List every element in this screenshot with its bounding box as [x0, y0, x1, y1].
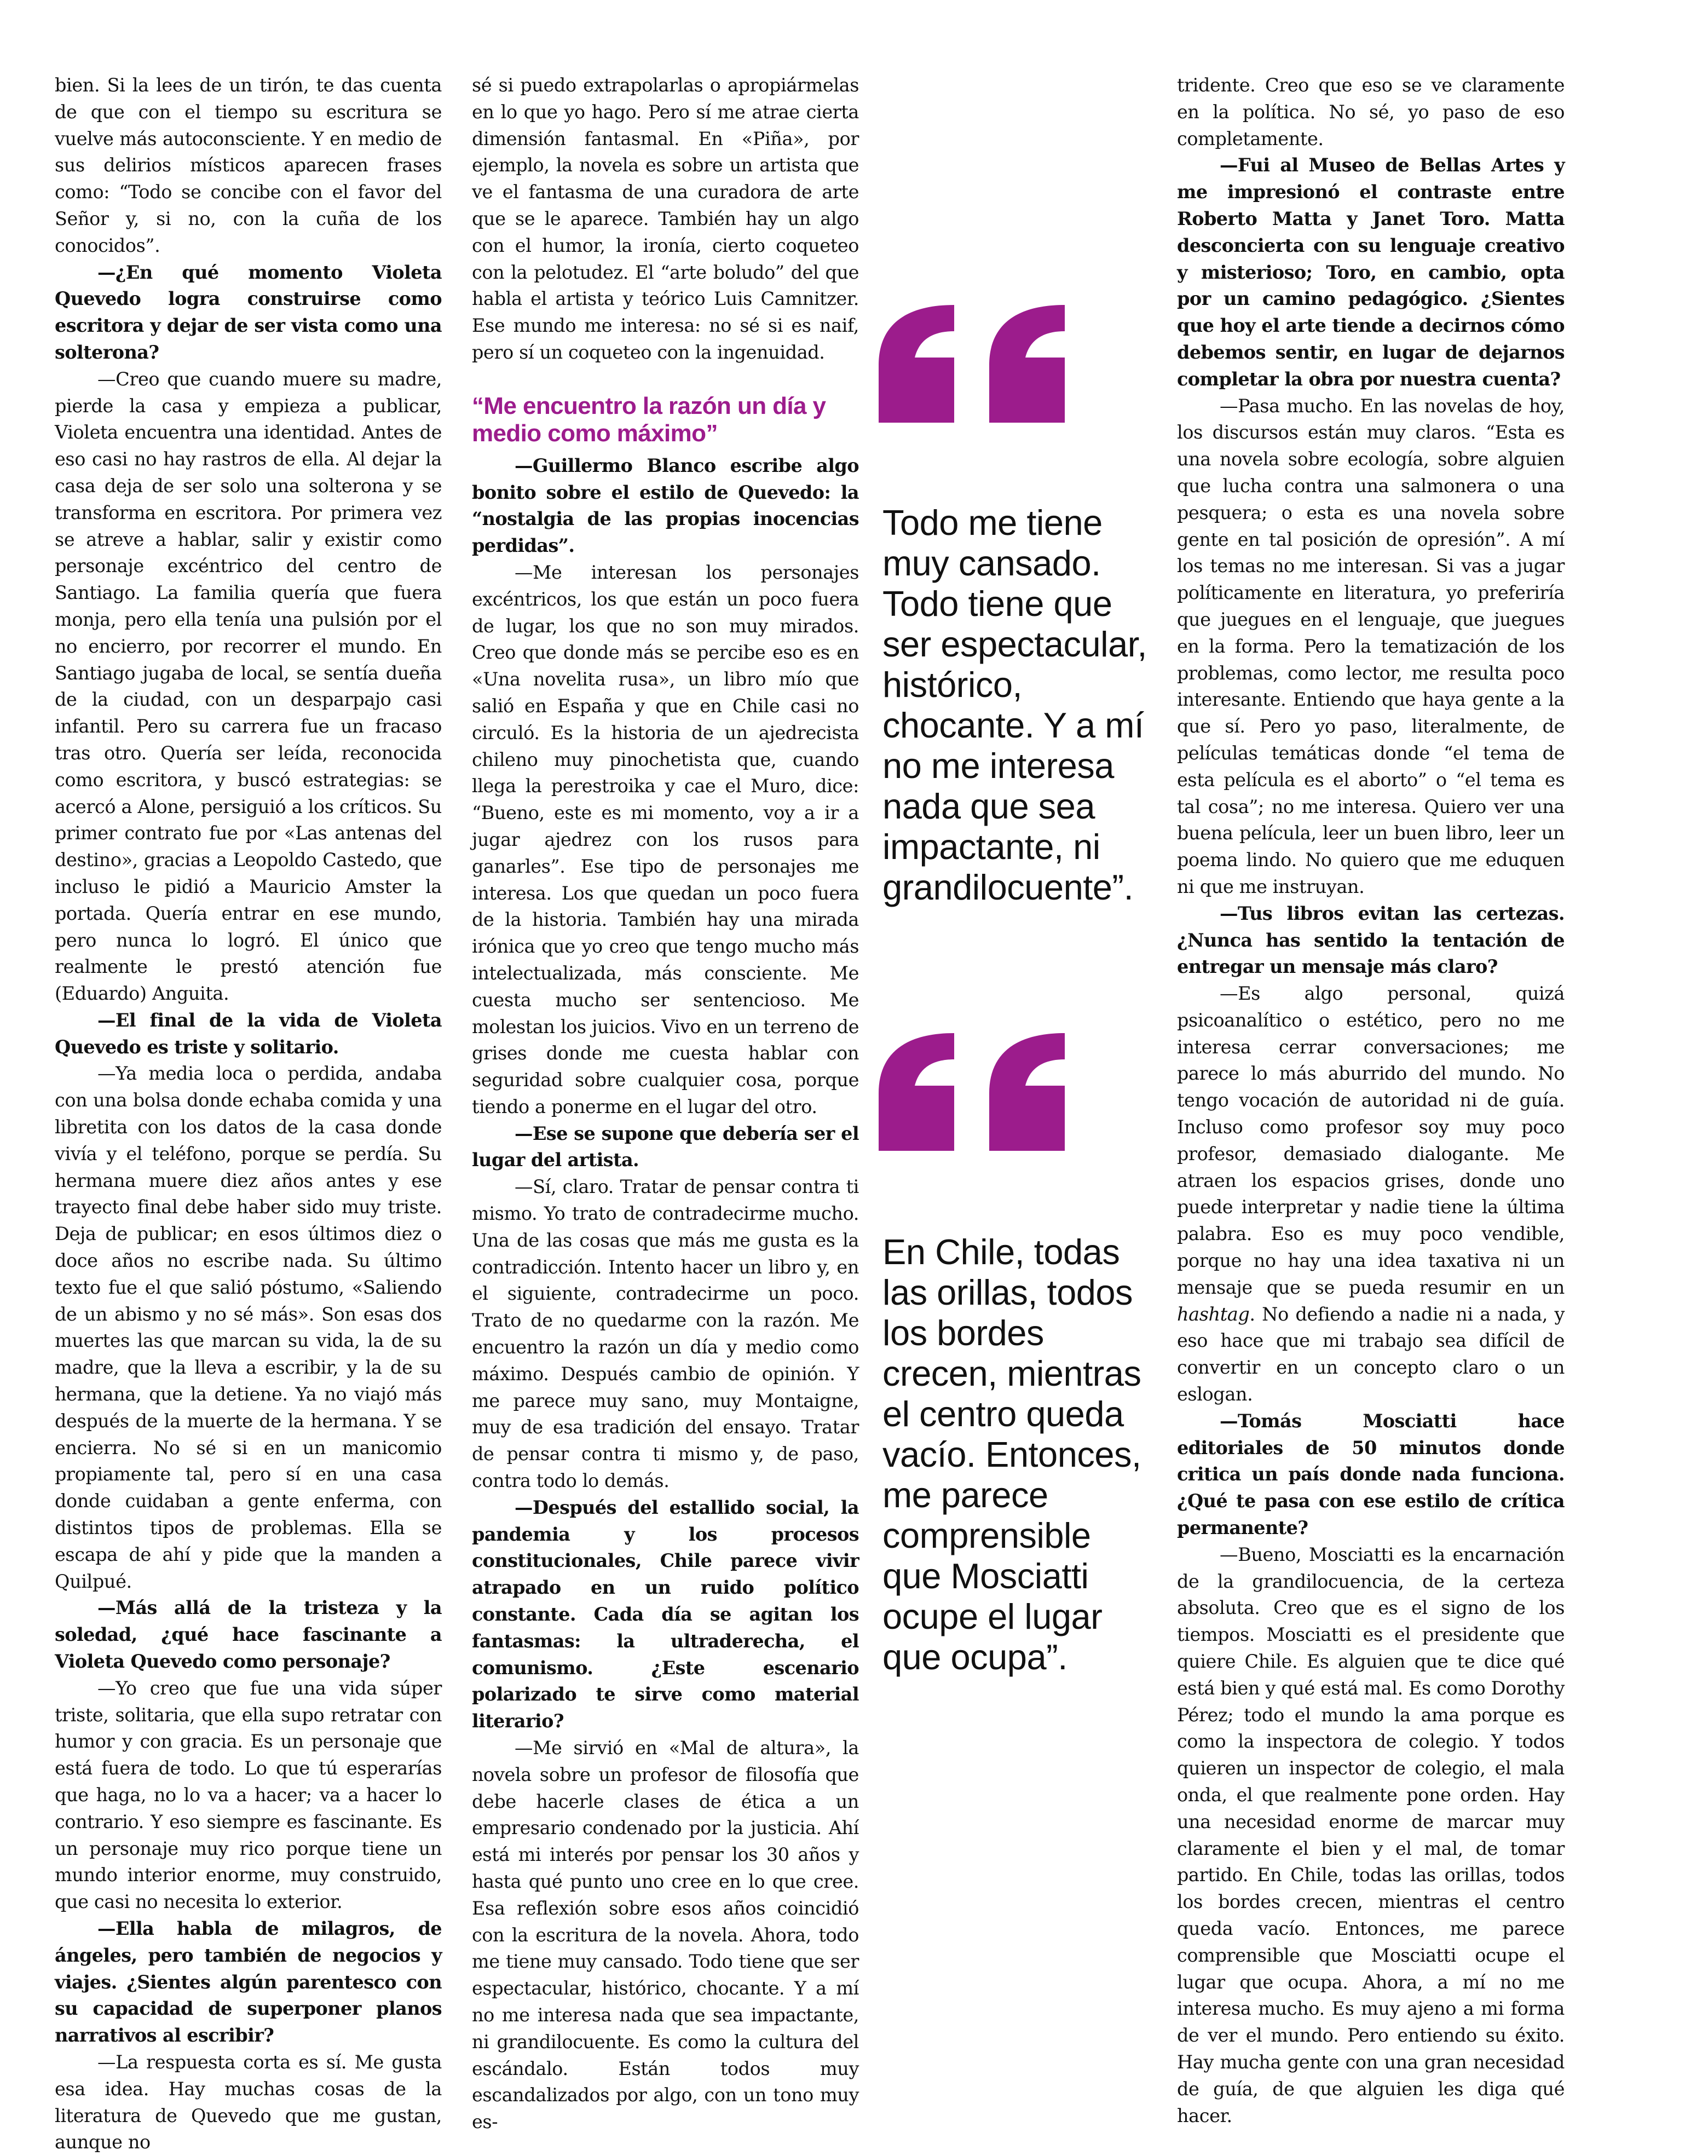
quote-mark-icon — [879, 305, 1065, 423]
interview-answer: —Me interesan los personajes excéntricos, los que están un poco fuera de lugar, los que no son muy mirados. Creo que donde más se percibe eso es en «Una novelita rusa», un libro mío que salió en España y que en Chile casi no circuló. Es la historia de un ajedrecista chileno muy pinochetista que, cuando llega la perestroika y cae el Muro, dice: “Bueno, este es mi momento, voy a ir a jugar ajedrez con los rusos para ganarles”. Ese tipo de personajes me interesa. Los que quedan un poco fuera de la historia. También hay una mirada irónica que yo creo que tengo mucho más intelectualizada, más consciente. Me cuesta mucho ser sentencioso. Me molestan los juicios. Vivo en un terreno de grises donde me cuesta hablar con seguridad sobre cualquier cosa, porque tiendo a ponerme en el lugar del otro. — [472, 561, 859, 1117]
article-column-2 — [472, 72, 859, 2136]
article-column-3 — [1177, 72, 1565, 2129]
section-subheading: “Me encuentro la razón un día y medio como máximo” — [472, 392, 826, 447]
interview-question: —Guillermo Blanco escribe algo bonito sobre el estilo de Quevedo: la “nostalgia de las propias inocencias perdidas”. — [472, 454, 859, 557]
interview-answer: —Bueno, Mosciatti es la encarnación de la grandilocuencia, de la certeza absoluta. Creo que es el signo de los tiempos. Mosciatti es el presidente que quiere Chile. Es alguien que te dice qué está bien y qué está mal. Es como Dorothy Pérez; todo el mundo la ama porque es como la inspectora de colegio. Y todos quieren un inspector de colegio, el mala onda, el que realmente pone orden. Hay una necesidad enorme de marcar muy claramente el bien y el mal, de tomar partido. En Chile, todas las orillas, todos los bordes crecen, mientras el centro queda vacío. Entonces, me parece comprensible que Mosciatti ocupe el lugar que ocupa. Ahora, a mí no me interesa mucho. Es muy ajeno a mi forma de ver el mundo. Pero entiendo su éxito. Hay mucha gente con una gran necesidad de guía, de que alguien les diga qué hacer. — [1177, 1543, 1565, 2126]
interview-question: —Fui al Museo de Bellas Artes y me impresionó el contraste entre Roberto Matta y Janet Toro. Matta desconcierta con su lenguaje creativo y misterioso; Toro, en cambio, opta por un camino pedagógico. ¿Sientes que hoy el arte tiende a decirnos cómo debemos sentir, en lugar de dejarnos completar la obra por nuestra cuenta? — [1177, 154, 1565, 390]
answer-text: —Es algo personal, quizá psicoanalítico o estético, pero no me interesa cerrar conversaciones; me parece lo más aburrido del mundo. No tengo vocación de autoridad ni de guía. Incluso como profesor soy muy poco profesor, demasiado dialogante. Me atraen los espacios grises, donde uno puede interpretar y nadie tiene la última palabra. Eso es muy poco vendible, porque no hay una idea taxativa ni un mensaje que se pueda resumir en un — [1177, 983, 1565, 1298]
interview-question: —¿En qué momento Violeta Quevedo logra construirse como escritora y dejar de ser vista como una solterona? — [55, 261, 442, 363]
answer-italic-word: hashtag — [1177, 1303, 1250, 1325]
paragraph: sé si puedo extrapolarlas o apropiármelas en lo que yo hago. Pero sí me atrae cierta dimensión fantasmal. En «Piña», por ejemplo, la novela es sobre un artista que ve el fantasma de una curadora de arte que se le aparece. También hay un algo con el humor, la ironía, cierto coqueteo con la pelotudez. El “arte boludo” del que habla el artista y teórico Luis Camnitzer. Ese mundo me interesa: no sé si es naif, pero sí un coqueteo con la ingenuidad. — [472, 74, 859, 363]
interview-answer: —Me sirvió en «Mal de altura», la novela sobre un profesor de filosofía que debe hacerle clases de ética a un empresario condenado por la justicia. Ahí está mi interés por pensar los 30 años y hasta qué punto uno cree en lo que cree. Esa reflexión sobre esos años coincidió con la escritura de la novela. Ahora, todo me tiene muy cansado. Todo tiene que ser espectacular, histórico, chocante. Y a mí no me interesa nada que sea impactante, ni grandilocuente. Es como la cultura del escándalo. Están todos muy escandalizados por algo, con un tono muy es- — [472, 1737, 859, 2133]
interview-question: —El final de la vida de Violeta Quevedo es triste y solitario. — [55, 1009, 442, 1058]
article-column-1 — [55, 72, 442, 2156]
paragraph: bien. Si la lees de un tirón, te das cuenta de que con el tiempo su escritura se vuelve más autoconsciente. Y en medio de sus delirios místicos aparecen frases como: “Todo se concibe con el favor del Señor y, si no, con la cuña de los conocidos”. — [55, 74, 442, 256]
interview-question: —Más allá de la tristeza y la soledad, ¿qué hace fascinante a Violeta Quevedo como personaje? — [55, 1597, 442, 1673]
interview-answer — [1177, 981, 1565, 1408]
quote-mark-icon — [879, 1033, 1065, 1151]
interview-question: —Después del estallido social, la pandemia y los procesos constitucionales, Chile parece vivir atrapado en un ruido político constante. Cada día se agitan los fantasmas: la ultraderecha, el comunismo. ¿Este escenario polarizado te sirve como material literario? — [472, 1496, 859, 1732]
interview-answer: —Sí, claro. Tratar de pensar contra ti mismo. Yo trato de contradecirme mucho. Una de las cosas que más me gusta es la contradicción. Intento hacer un libro y, en el siguiente, contradecirme un poco. Trato de no quedarme con la razón. Me encuentro la razón un día y medio como máximo. Después cambio de opinión. Y me parece muy sano, muy Montaigne, muy de esa tradición del ensayo. Tratar de pensar contra ti mismo y, de paso, contra todo lo demás. — [472, 1176, 859, 1492]
paragraph: tridente. Creo que eso se ve claramente en la política. No sé, yo paso de eso completamente. — [1177, 74, 1565, 149]
interview-answer: —Creo que cuando muere su madre, pierde la casa y empieza a publicar, Violeta encuentra una identidad. Antes de eso casi no hay rastros de ella. Al dejar la casa deja de ser solo una solterona y se transforma en escritora. Por primera vez se atreve a hablar, salir y existir como personaje excéntrico del centro de Santiago. La familia quería que fuera monja, pero ella tenía una pulsión por el no encierro, por recorrer el mundo. En Santiago jugaba de local, se sentía dueña de la ciudad, con un desparpajo casi infantil. Pero su carrera fue un fracaso tras otro. Quería ser leída, reconocida como escritora, y buscó estrategias: se acercó a Alone, persiguió a los críticos. Su primer contrato fue por «Las antenas del destino», gracias a Leopoldo Castedo, que incluso le pidió a Mauricio Amster la portada. Quería entrar en ese mundo, pero nunca lo logró. El único que realmente le prestó atención fue (Eduardo) Anguita. — [55, 368, 442, 1005]
interview-answer: —Ya media loca o perdida, andaba con una bolsa donde echaba comida y una libretita con los datos de la casa donde vivía y el teléfono, porque se perdía. Su hermana muere diez años antes y ese trayecto final debe haber sido muy triste. Deja de publicar; en esos últimos diez o doce años no escribe nada. Su último texto fue el que salió póstumo, «Saliendo de un abismo y no sé más». Son esas dos muertes las que marcan su vida, la de su madre, que la lleva a escribir, y la de su hermana, que la detiene. Ya no viajó más después de la muerte de la hermana. Y se encierra. No sé si en un manicomio propiamente tal, pero sí en una casa donde cuidaban a gente enferma, con distintos tipos de problemas. Ella se escapa de ahí y pide que la manden a Quilpué. — [55, 1063, 442, 1592]
pull-quote: En Chile, todas las orillas, todos los bordes crecen, mientras el centro queda vacío. Entonces, me parece comprensible que Mosciatti ocupe el lugar que ocupa”. — [882, 1232, 1141, 1677]
interview-question: —Ese se supone que debería ser el lugar del artista. — [472, 1122, 859, 1171]
interview-question: —Ella habla de milagros, de ángeles, pero también de negocios y viajes. ¿Sientes algún parentesco con su capacidad de superponer planos narrativos al escribir? — [55, 1917, 442, 2047]
interview-question: —Tomás Mosciatti hace editoriales de 50 minutos donde critica un país donde nada funciona. ¿Qué te pasa con ese estilo de crítica permanente? — [1177, 1410, 1565, 1539]
pull-quote: Todo me tiene muy cansado. Todo tiene que ser espectacular, histórico, chocante. Y a mí no me interesa nada que sea impactante, ni grandilocuente”. — [882, 503, 1147, 907]
answer-text: . No defiendo a nadie ni a nada, y eso hace que mi trabajo sea difícil de convertir en un concepto claro o un eslogan. — [1177, 1303, 1565, 1405]
interview-question: —Tus libros evitan las certezas. ¿Nunca has sentido la tentación de entregar un mensaje más claro? — [1177, 902, 1565, 978]
interview-answer: —Yo creo que fue una vida súper triste, solitaria, que ella supo retratar con humor y con gracia. Es un personaje que está fuera de todo. Lo que tú esperarías que haga, no lo va a hacer; va a hacer lo contrario. Y eso siempre es fascinante. Es un personaje muy rico porque tiene un mundo interior enorme, muy construido, que casi no necesita lo exterior. — [55, 1677, 442, 1913]
interview-answer: —La respuesta corta es sí. Me gusta esa idea. Hay muchas cosas de la literatura de Quevedo que me gustan, aunque no — [55, 2051, 442, 2153]
interview-answer: —Pasa mucho. En las novelas de hoy, los discursos están muy claros. “Esta es una novela sobre ecología, sobre alguien que lucha contra una salmonera o una pesquera; o esta es una novela sobre gente en tal posición de opresión”. A mí los temas no me interesan. Si vas a jugar políticamente en literatura, yo preferiría que juegues en el lenguaje, que juegues en la forma. Pero la tematización de los problemas, como lector, me resulta poco interesante. Entiendo que haya gente a la que sí. Pero yo paso, literalmente, de películas temáticas donde “el tema de esta película es el aborto” o “el tema es tal cosa”; no me interesa. Quiero ver una buena película, leer un buen libro, leer un poema lindo. No quiero que me eduquen ni que me instruyan. — [1177, 395, 1565, 897]
